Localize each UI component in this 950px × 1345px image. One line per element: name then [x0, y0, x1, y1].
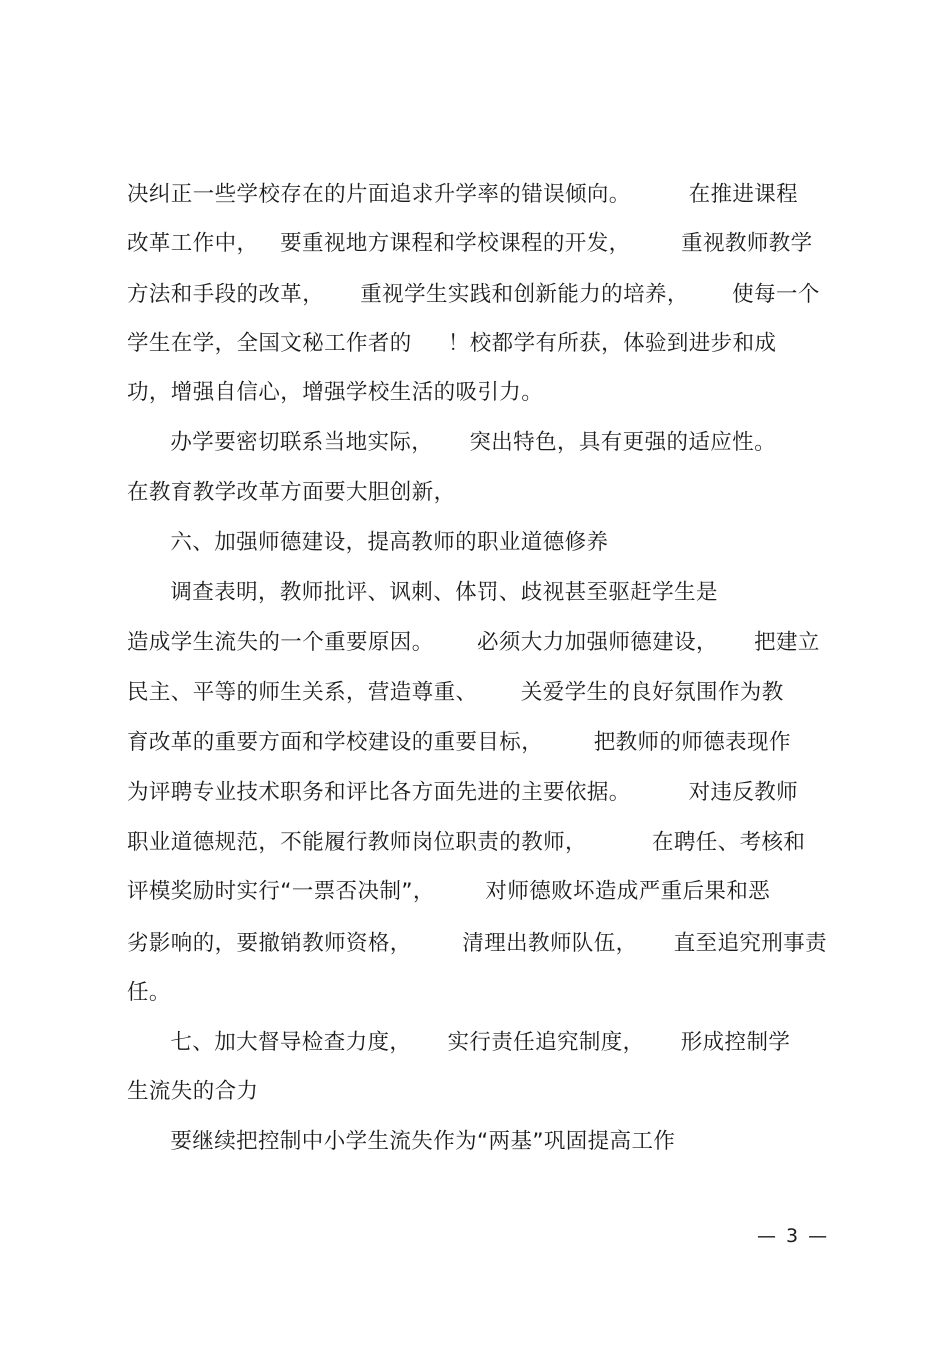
- text-line: 为评聘专业技术职务和评比各方面先进的主要依据。 对违反教师: [127, 780, 799, 805]
- text-line: 改革工作中， 要重视地方课程和学校课程的开发， 重视教师教学: [127, 231, 813, 256]
- text-line: 要继续把控制中小学生流失作为“两基”巩固提高工作: [127, 1129, 676, 1154]
- text-line: 任。: [127, 980, 171, 1005]
- text-line: 评模奖励时实行“一票否决制”， 对师德败坏造成严重后果和恶: [127, 879, 771, 904]
- text-line: 生流失的合力: [127, 1079, 259, 1104]
- text-line: 造成学生流失的一个重要原因。 必须大力加强师德建设， 把建立: [127, 630, 820, 655]
- text-line: 功，增强自信心，增强学校生活的吸引力。: [127, 380, 544, 405]
- text-line: 学生在学，全国文秘工作者的 ！校都学有所获，体验到进步和成: [127, 331, 777, 356]
- text-line: 办学要密切联系当地实际， 突出特色，具有更强的适应性。: [127, 430, 776, 455]
- text-line: 调查表明，教师批评、讽刺、体罚、歧视甚至驱赶学生是: [127, 580, 718, 605]
- text-line: 育改革的重要方面和学校建设的重要目标， 把教师的师德表现作: [127, 730, 791, 755]
- text-line: 决纠正一些学校存在的片面追求升学率的错误倾向。 在推进课程: [127, 182, 799, 207]
- text-line: 在教育教学改革方面要大胆创新，: [127, 480, 456, 505]
- text-line: 劣影响的，要撤销教师资格， 清理出教师队伍， 直至追究刑事责: [127, 931, 828, 956]
- text-line: 方法和手段的改革， 重视学生实践和创新能力的培养， 使每一个: [127, 282, 820, 307]
- section-heading: 七、加大督导检查力度， 实行责任追究制度， 形成控制学: [127, 1030, 791, 1055]
- text-line: 职业道德规范，不能履行教师岗位职责的教师， 在聘任、考核和: [127, 830, 806, 855]
- section-heading: 六、加强师德建设，提高教师的职业道德修养: [127, 530, 609, 555]
- text-line: 民主、平等的师生关系，营造尊重、 关爱学生的良好氛围作为教: [127, 680, 784, 705]
- page-number: — 3 —: [757, 1225, 830, 1247]
